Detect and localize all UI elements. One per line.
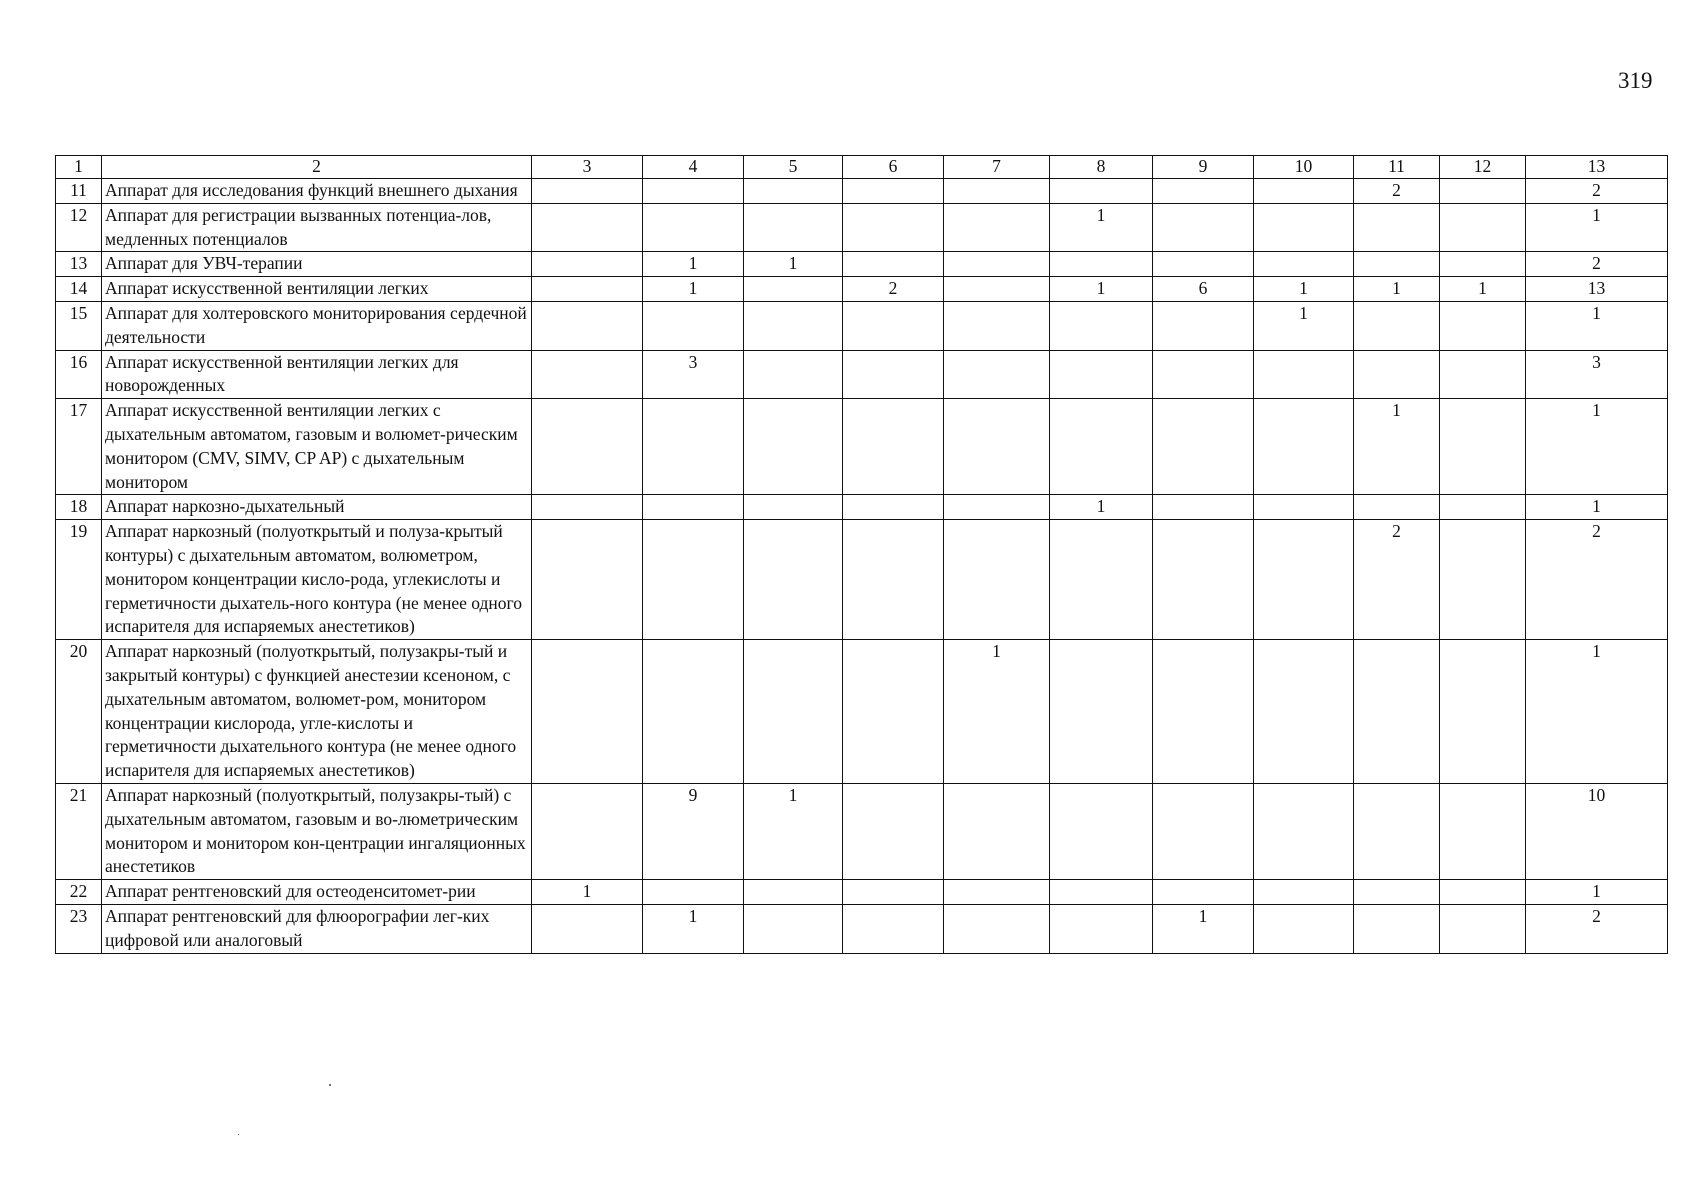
- quantity-cell: 1: [532, 880, 643, 905]
- quantity-cell: [744, 350, 843, 399]
- table-row: [56, 252, 1668, 277]
- column-header: 6: [843, 156, 944, 179]
- quantity-cell: [1153, 301, 1254, 350]
- quantity-cell: [1153, 399, 1254, 495]
- quantity-cell: [944, 301, 1050, 350]
- quantity-cell: [1050, 252, 1153, 277]
- quantity-cell: [532, 179, 643, 204]
- row-number: 16: [56, 350, 102, 399]
- equipment-name: Аппарат искусственной вентиляции легких для новорожденных: [102, 350, 532, 399]
- quantity-cell: 1: [744, 252, 843, 277]
- quantity-cell: [944, 203, 1050, 252]
- table-header-row: [56, 156, 1668, 179]
- quantity-cell: [1050, 880, 1153, 905]
- quantity-cell: [1254, 520, 1354, 640]
- quantity-cell: [944, 904, 1050, 953]
- quantity-cell: [1354, 301, 1440, 350]
- quantity-cell: [1440, 495, 1526, 520]
- quantity-cell: 2: [843, 277, 944, 302]
- quantity-cell: [532, 203, 643, 252]
- quantity-cell: [843, 520, 944, 640]
- quantity-cell: [1050, 301, 1153, 350]
- quantity-cell: 2: [1526, 904, 1668, 953]
- quantity-cell: [643, 640, 744, 784]
- equipment-name: Аппарат для холтеровского мониторирования сердечной деятельности: [102, 301, 532, 350]
- quantity-cell: [1153, 179, 1254, 204]
- equipment-name: Аппарат для УВЧ-терапии: [102, 252, 532, 277]
- quantity-cell: [532, 350, 643, 399]
- quantity-cell: [843, 640, 944, 784]
- quantity-cell: 1: [1354, 277, 1440, 302]
- quantity-cell: [944, 399, 1050, 495]
- quantity-cell: [1153, 640, 1254, 784]
- quantity-cell: 2: [1354, 179, 1440, 204]
- quantity-cell: [1354, 495, 1440, 520]
- quantity-cell: [1254, 252, 1354, 277]
- quantity-cell: [1153, 252, 1254, 277]
- page-number: 319: [1618, 68, 1653, 93]
- quantity-cell: [532, 783, 643, 879]
- equipment-table: [55, 155, 1668, 954]
- quantity-cell: [843, 203, 944, 252]
- quantity-cell: [1440, 399, 1526, 495]
- quantity-cell: [1440, 783, 1526, 879]
- column-header: 3: [532, 156, 643, 179]
- quantity-cell: 1: [643, 252, 744, 277]
- quantity-cell: [532, 399, 643, 495]
- quantity-cell: [1354, 880, 1440, 905]
- quantity-cell: [643, 520, 744, 640]
- quantity-cell: [944, 520, 1050, 640]
- quantity-cell: [1050, 783, 1153, 879]
- quantity-cell: 1: [1526, 203, 1668, 252]
- quantity-cell: 2: [1526, 179, 1668, 204]
- quantity-cell: [532, 640, 643, 784]
- quantity-cell: 1: [643, 277, 744, 302]
- quantity-cell: [1254, 203, 1354, 252]
- quantity-cell: [1440, 252, 1526, 277]
- quantity-cell: [1354, 350, 1440, 399]
- column-header: 7: [944, 156, 1050, 179]
- table-row: [56, 783, 1668, 879]
- quantity-cell: [744, 203, 843, 252]
- column-header: 12: [1440, 156, 1526, 179]
- column-header: 8: [1050, 156, 1153, 179]
- quantity-cell: 1: [1050, 277, 1153, 302]
- quantity-cell: [843, 252, 944, 277]
- row-number: 22: [56, 880, 102, 905]
- quantity-cell: [1254, 495, 1354, 520]
- quantity-cell: [843, 880, 944, 905]
- row-number: 15: [56, 301, 102, 350]
- column-header: 1: [56, 156, 102, 179]
- table-body: [56, 179, 1668, 954]
- quantity-cell: 1: [944, 640, 1050, 784]
- quantity-cell: 13: [1526, 277, 1668, 302]
- equipment-name: Аппарат искусственной вентиляции легких: [102, 277, 532, 302]
- quantity-cell: [744, 277, 843, 302]
- equipment-name: Аппарат наркозный (полуоткрытый и полуза-крытый контуры) с дыхательным автоматом, волюметром, монитором концентрации кисло-рода, углекислоты и герметичности дыхатель-ного контура (не менее одного испарителя для испаряемых анестетиков): [102, 520, 532, 640]
- quantity-cell: 1: [1254, 277, 1354, 302]
- quantity-cell: [643, 880, 744, 905]
- quantity-cell: [843, 350, 944, 399]
- quantity-cell: [1354, 203, 1440, 252]
- quantity-cell: 1: [1526, 880, 1668, 905]
- quantity-cell: [1153, 495, 1254, 520]
- quantity-cell: [843, 783, 944, 879]
- quantity-cell: [944, 277, 1050, 302]
- quantity-cell: [744, 880, 843, 905]
- table-row: [56, 179, 1668, 204]
- quantity-cell: [1254, 350, 1354, 399]
- quantity-cell: [643, 203, 744, 252]
- quantity-cell: [1050, 904, 1153, 953]
- quantity-cell: 6: [1153, 277, 1254, 302]
- quantity-cell: [944, 350, 1050, 399]
- column-header: 9: [1153, 156, 1254, 179]
- quantity-cell: [1254, 904, 1354, 953]
- table-row: [56, 350, 1668, 399]
- table-row: [56, 277, 1668, 302]
- quantity-cell: [744, 520, 843, 640]
- quantity-cell: [1153, 880, 1254, 905]
- quantity-cell: [843, 399, 944, 495]
- column-header: 11: [1354, 156, 1440, 179]
- quantity-cell: 10: [1526, 783, 1668, 879]
- quantity-cell: 1: [1526, 301, 1668, 350]
- row-number: 21: [56, 783, 102, 879]
- quantity-cell: [1153, 203, 1254, 252]
- quantity-cell: [744, 179, 843, 204]
- quantity-cell: [1050, 640, 1153, 784]
- quantity-cell: [843, 495, 944, 520]
- quantity-cell: [532, 252, 643, 277]
- quantity-cell: [643, 301, 744, 350]
- quantity-cell: [1153, 520, 1254, 640]
- quantity-cell: [532, 301, 643, 350]
- quantity-cell: [944, 495, 1050, 520]
- quantity-cell: [532, 904, 643, 953]
- quantity-cell: 2: [1354, 520, 1440, 640]
- quantity-cell: 1: [1526, 640, 1668, 784]
- quantity-cell: [843, 904, 944, 953]
- quantity-cell: [1254, 880, 1354, 905]
- table-row: [56, 399, 1668, 495]
- table-row: [56, 640, 1668, 784]
- quantity-cell: [1153, 350, 1254, 399]
- row-number: 20: [56, 640, 102, 784]
- quantity-cell: [1254, 783, 1354, 879]
- quantity-cell: [1440, 301, 1526, 350]
- quantity-cell: [1254, 640, 1354, 784]
- equipment-name: Аппарат наркозный (полуоткрытый, полузакры-тый) с дыхательным автоматом, газовым и во-люметрическим монитором и монитором кон-центрации ингаляционных анестетиков: [102, 783, 532, 879]
- quantity-cell: [532, 277, 643, 302]
- row-number: 18: [56, 495, 102, 520]
- quantity-cell: [1354, 252, 1440, 277]
- quantity-cell: [1354, 783, 1440, 879]
- column-header: 10: [1254, 156, 1354, 179]
- quantity-cell: [744, 640, 843, 784]
- quantity-cell: [532, 495, 643, 520]
- quantity-cell: [944, 252, 1050, 277]
- quantity-cell: 1: [1526, 399, 1668, 495]
- row-number: 11: [56, 179, 102, 204]
- quantity-cell: 1: [1153, 904, 1254, 953]
- quantity-cell: [1153, 783, 1254, 879]
- scan-speck: [238, 1134, 239, 1135]
- quantity-cell: 1: [1440, 277, 1526, 302]
- equipment-name: Аппарат искусственной вентиляции легких с дыхательным автоматом, газовым и волюмет-рическим монитором (CMV, SIMV, CP AP) с дыхательным монитором: [102, 399, 532, 495]
- quantity-cell: [1440, 350, 1526, 399]
- quantity-cell: [1440, 904, 1526, 953]
- quantity-cell: 1: [1254, 301, 1354, 350]
- equipment-name: Аппарат наркозный (полуоткрытый, полузакры-тый и закрытый контуры) с функцией анестезии ксеноном, с дыхательным автоматом, волюмет-ром, монитором концентрации кислорода, угле-кислоты и герметичности дыхательного контура (не менее одного испарителя для испаряемых анестетиков): [102, 640, 532, 784]
- quantity-cell: [744, 301, 843, 350]
- quantity-cell: [1050, 399, 1153, 495]
- quantity-cell: [1440, 203, 1526, 252]
- quantity-cell: [944, 783, 1050, 879]
- table-row: [56, 203, 1668, 252]
- quantity-cell: [944, 880, 1050, 905]
- quantity-cell: 1: [1354, 399, 1440, 495]
- table-row: [56, 520, 1668, 640]
- row-number: 23: [56, 904, 102, 953]
- row-number: 13: [56, 252, 102, 277]
- quantity-cell: [1254, 179, 1354, 204]
- quantity-cell: [744, 495, 843, 520]
- quantity-cell: 2: [1526, 252, 1668, 277]
- quantity-cell: [1050, 179, 1153, 204]
- quantity-cell: [843, 179, 944, 204]
- equipment-name: Аппарат наркозно-дыхательный: [102, 495, 532, 520]
- quantity-cell: 1: [1050, 203, 1153, 252]
- equipment-name: Аппарат для регистрации вызванных потенциа-лов, медленных потенциалов: [102, 203, 532, 252]
- quantity-cell: 3: [643, 350, 744, 399]
- quantity-cell: [643, 399, 744, 495]
- row-number: 12: [56, 203, 102, 252]
- quantity-cell: 3: [1526, 350, 1668, 399]
- table-row: [56, 904, 1668, 953]
- quantity-cell: [643, 179, 744, 204]
- table-row: [56, 880, 1668, 905]
- quantity-cell: 1: [744, 783, 843, 879]
- quantity-cell: [1440, 520, 1526, 640]
- row-number: 17: [56, 399, 102, 495]
- column-header: 13: [1526, 156, 1668, 179]
- quantity-cell: [843, 301, 944, 350]
- quantity-cell: [1254, 399, 1354, 495]
- column-header: 4: [643, 156, 744, 179]
- quantity-cell: [1440, 880, 1526, 905]
- quantity-cell: [944, 179, 1050, 204]
- quantity-cell: [1050, 520, 1153, 640]
- quantity-cell: [744, 904, 843, 953]
- quantity-cell: [744, 399, 843, 495]
- equipment-name: Аппарат для исследования функций внешнего дыхания: [102, 179, 532, 204]
- equipment-name: Аппарат рентгеновский для флюорографии лег-ких цифровой или аналоговый: [102, 904, 532, 953]
- quantity-cell: [1440, 179, 1526, 204]
- table-row: [56, 301, 1668, 350]
- column-header: 2: [102, 156, 532, 179]
- row-number: 14: [56, 277, 102, 302]
- quantity-cell: [1354, 640, 1440, 784]
- quantity-cell: [532, 520, 643, 640]
- equipment-name: Аппарат рентгеновский для остеоденситомет-рии: [102, 880, 532, 905]
- quantity-cell: [643, 495, 744, 520]
- column-header: 5: [744, 156, 843, 179]
- quantity-cell: [1050, 350, 1153, 399]
- scan-speck: [329, 1084, 331, 1086]
- quantity-cell: 1: [1050, 495, 1153, 520]
- quantity-cell: 1: [1526, 495, 1668, 520]
- quantity-cell: 2: [1526, 520, 1668, 640]
- quantity-cell: [1440, 640, 1526, 784]
- quantity-cell: 9: [643, 783, 744, 879]
- row-number: 19: [56, 520, 102, 640]
- table-row: [56, 495, 1668, 520]
- quantity-cell: 1: [643, 904, 744, 953]
- quantity-cell: [1354, 904, 1440, 953]
